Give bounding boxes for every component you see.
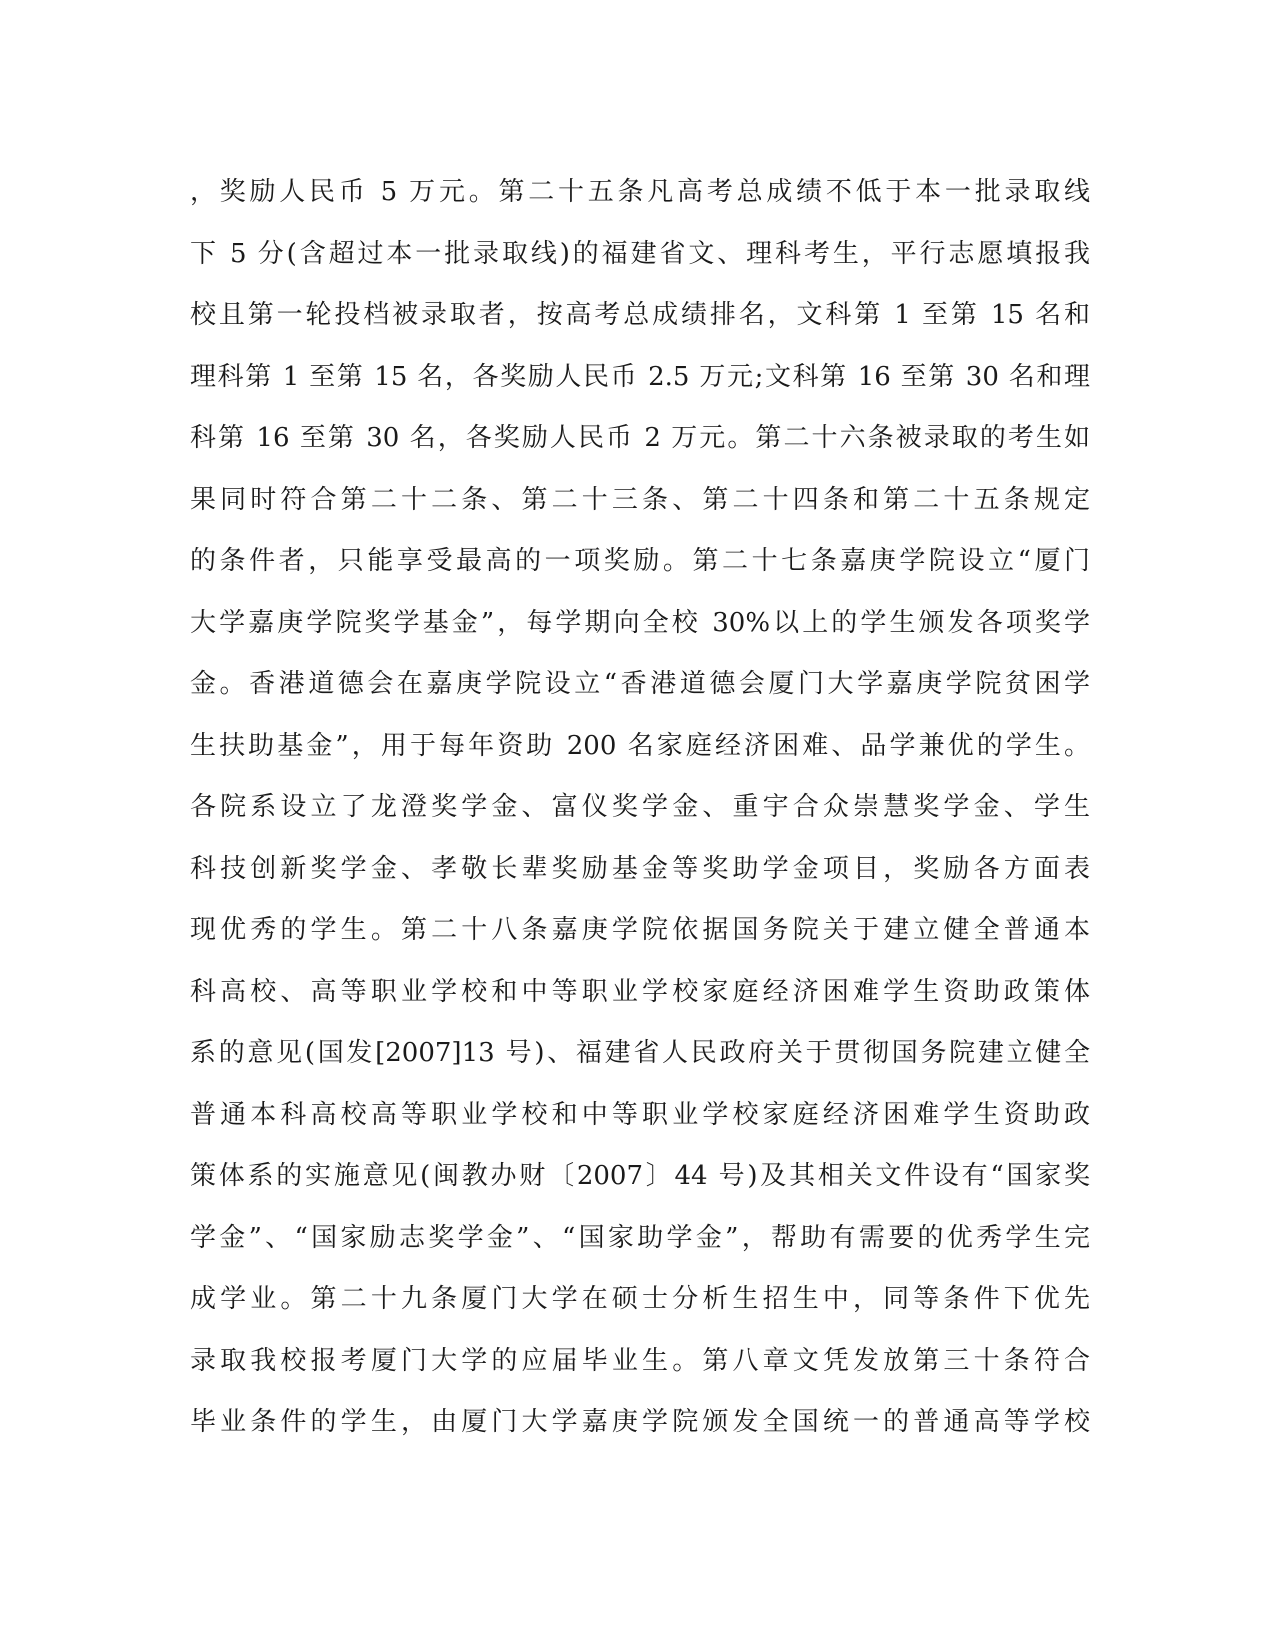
text-line: 大学嘉庚学院奖学基金”，每学期向全校 30%以上的学生颁发各项奖学 — [190, 607, 1090, 638]
text-line: 果同时符合第二十二条、第二十三条、第二十四条和第二十五条规定 — [190, 484, 1090, 515]
text-line: ，奖励人民币 5 万元。第二十五条凡高考总成绩不低于本一批录取线 — [190, 177, 1090, 207]
text-line: 理科第 1 至第 15 名，各奖励人民币 2.5 万元;文科第 16 至第 30 名和理 — [190, 361, 1090, 392]
text-line: 成学业。第二十九条厦门大学在硕士分析生招生中，同等条件下优先 — [190, 1284, 1090, 1314]
text-line: 科高校、高等职业学校和中等职业学校家庭经济困难学生资助政策体 — [190, 976, 1090, 1007]
text-line: 科第 16 至第 30 名，各奖励人民币 2 万元。第二十六条被录取的考生如 — [190, 423, 1090, 453]
text-line: 的条件者，只能享受最高的一项奖励。第二十七条嘉庚学院设立“厦门 — [190, 546, 1090, 576]
text-line: 学金”、“国家励志奖学金”、“国家助学金”，帮助有需要的优秀学生完 — [190, 1222, 1090, 1253]
text-line: 系的意见(国发[2007]13 号)、福建省人民政府关于贯彻国务院建立健全 — [190, 1038, 1090, 1068]
text-line: 科技创新奖学金、孝敬长辈奖励基金等奖助学金项目，奖励各方面表 — [190, 853, 1090, 884]
text-line: 下 5 分(含超过本一批录取线)的福建省文、理科考生，平行志愿填报我 — [190, 238, 1090, 269]
text-line: 校且第一轮投档被录取者，按高考总成绩排名，文科第 1 至第 15 名和 — [190, 300, 1090, 330]
text-line: 各院系设立了龙澄奖学金、富仪奖学金、重宇合众崇慧奖学金、学生 — [190, 792, 1090, 822]
text-line: 策体系的实施意见(闽教办财〔2007〕44 号)及其相关文件设有“国家奖 — [190, 1161, 1090, 1191]
text-line: 现优秀的学生。第二十八条嘉庚学院依据国务院关于建立健全普通本 — [190, 915, 1090, 945]
body-paragraph — [190, 162, 1090, 1454]
text-line: 生扶助基金”，用于每年资助 200 名家庭经济困难、品学兼优的学生。 — [190, 730, 1090, 761]
text-line: 毕业条件的学生，由厦门大学嘉庚学院颁发全国统一的普通高等学校 — [190, 1407, 1090, 1437]
text-line: 普通本科高校高等职业学校和中等职业学校家庭经济困难学生资助政 — [190, 1099, 1090, 1130]
text-line: 金。香港道德会在嘉庚学院设立“香港道德会厦门大学嘉庚学院贫困学 — [190, 669, 1090, 699]
text-line: 录取我校报考厦门大学的应届毕业生。第八章文凭发放第三十条符合 — [190, 1345, 1090, 1376]
